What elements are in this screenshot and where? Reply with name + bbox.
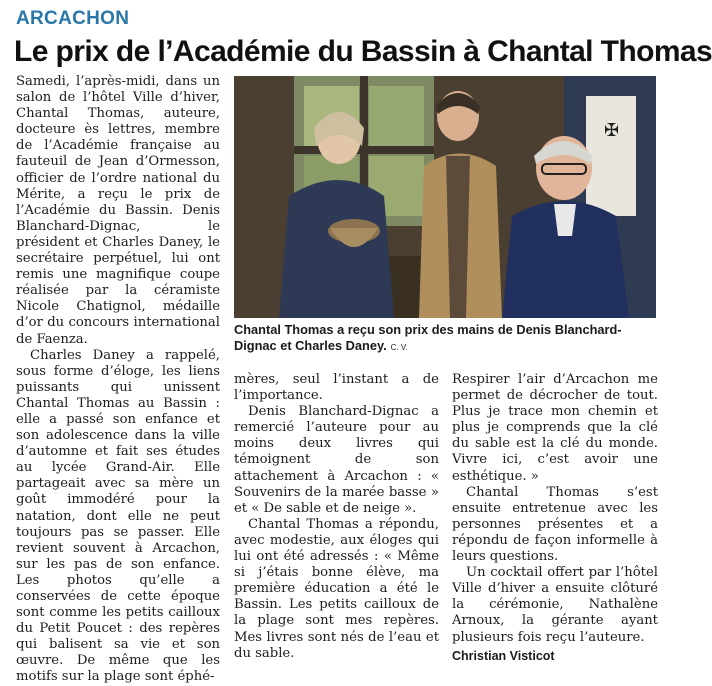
paragraph: Respirer l’air d’Arcachon me permet de décrocher de tout. Plus je trace mon chemin et plus je comprends que la clé du sable est la clé du monde. Vivre ici, c’est avoir une esthétique. » bbox=[452, 372, 658, 484]
paragraph: Samedi, l’après-midi, dans un salon de l’hôtel Ville d’hiver, Chantal Thomas, auteure, docteure ès lettres, membre de l’Académie française au fauteuil de Jean d’Ormesson, officier de l’ordre national du Mérite, a reçu le prix de l’Académie du Bassin. Denis Blanchard-Dignac, le président et Charles Daney, le secrétaire perpétuel, lui ont remis une magnifique coupe réalisée par la céramiste Nicole Chatignol, médaille d’or du concours international de Faenza. bbox=[16, 74, 220, 347]
article-photo bbox=[234, 76, 656, 318]
photo-caption bbox=[234, 322, 658, 356]
section-label: ARCACHON bbox=[16, 8, 130, 29]
paragraph: mères, seul l’instant a de l’importance. bbox=[234, 372, 439, 404]
photo-illustration bbox=[234, 76, 656, 318]
caption-text: Chantal Thomas a reçu son prix des mains de Denis Blanchard-Dignac et Charles Daney. bbox=[234, 322, 622, 353]
paragraph: Chantal Thomas s’est ensuite entretenue avec les personnes présentes et a répondu de façon informelle à leurs questions. bbox=[452, 484, 658, 565]
paragraph: Chantal Thomas a répondu, avec modestie, aux éloges qui lui ont été adressés : « Même si j’étais bonne élève, ma première éducation a été le Bassin. Les petits cailloux de la plage sont mes repères. Mes livres sont nés de l’eau et du sable. bbox=[234, 516, 439, 661]
column-3 bbox=[452, 372, 658, 663]
photo-credit: C. V. bbox=[390, 343, 408, 352]
article-headline: Le prix de l’Académie du Bassin à Chantal Thomas bbox=[14, 35, 712, 68]
column-1 bbox=[16, 74, 220, 685]
author-byline: Christian Visticot bbox=[452, 648, 555, 663]
paragraph: Denis Blanchard-Dignac a remercié l’auteure pour au moins deux livres qui témoignent de son attachement à Arcachon : « Souvenirs de la marée basse » et « De sable et de neige ». bbox=[234, 404, 439, 516]
paragraph: Un cocktail offert par l’hôtel Ville d’hiver a ensuite clôturé la cérémonie, Nathalène Arnoux, la gérante ayant plusieurs fois reçu l’auteure. bbox=[452, 565, 658, 645]
paragraph: Charles Daney a rappelé, sous forme d’éloge, les liens puissants qui unissent Chantal Thomas au Bassin : elle a passé son enfance et son adolescence dans la ville d’automne et fait ses études au lycée Grand-Air. Elle partageait avec sa mère un goût immodéré pour la natation, dont elle ne peut toujours pas se passer. Elle revient souvent à Arcachon, sur les pas de son enfance. Les photos qu’elle a conservées de cette époque sont comme les petits cailloux du Petit Poucet : des repères qui balisent sa vie et son œuvre. De même que les motifs sur la plage sont éphé- bbox=[16, 347, 220, 685]
column-2 bbox=[234, 372, 439, 661]
svg-text:✠: ✠ bbox=[604, 120, 620, 141]
